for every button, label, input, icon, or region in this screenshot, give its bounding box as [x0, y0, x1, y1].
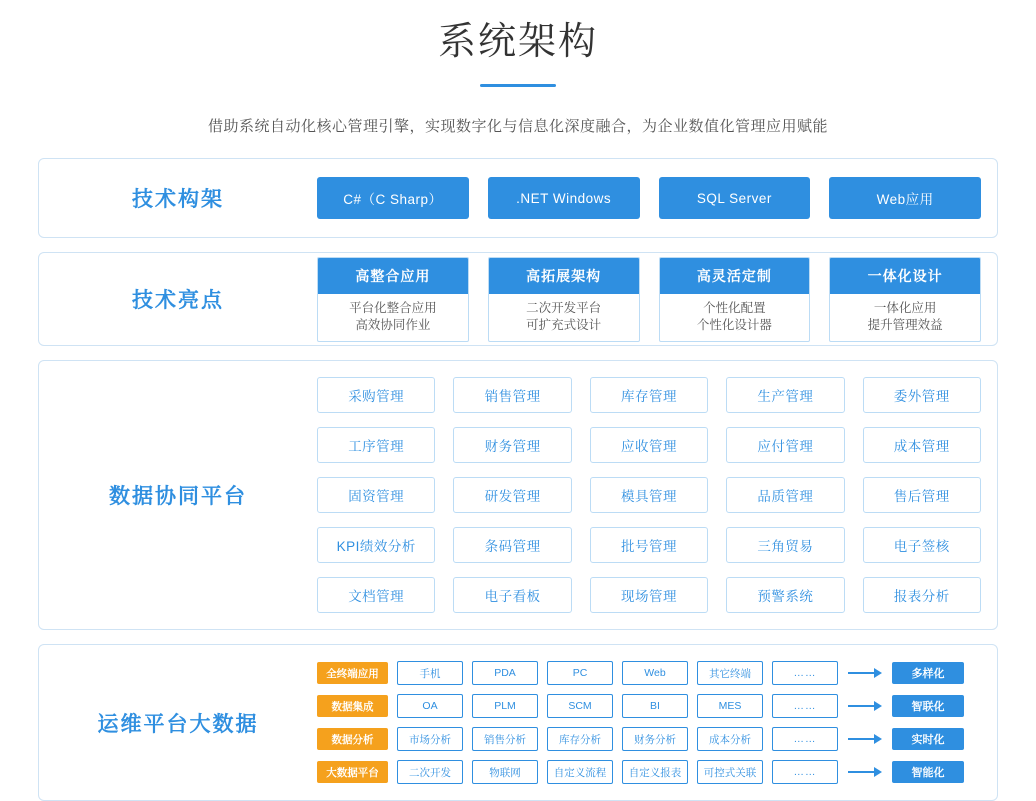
data-module-cell[interactable]: 电子签核 [863, 527, 981, 563]
highlight-card-title: 高整合应用 [318, 258, 468, 294]
highlight-card-body [489, 294, 639, 341]
data-module-cell[interactable]: 报表分析 [863, 577, 981, 613]
ops-cell-ellipsis[interactable]: …… [772, 694, 838, 718]
data-module-cell[interactable]: 采购管理 [317, 377, 435, 413]
section-body-tech [317, 163, 997, 233]
ops-cell[interactable]: SCM [547, 694, 613, 718]
section-body-ops [317, 645, 997, 800]
ops-cell-ellipsis[interactable]: …… [772, 661, 838, 685]
tech-chip[interactable]: .NET Windows [488, 177, 640, 219]
ops-row-result[interactable]: 智能化 [892, 761, 964, 783]
highlight-card-row [317, 257, 981, 342]
data-module-cell[interactable]: 应付管理 [726, 427, 844, 463]
data-module-cell[interactable]: 批号管理 [590, 527, 708, 563]
data-module-cell[interactable]: 条码管理 [453, 527, 571, 563]
ops-cell[interactable]: 其它终端 [697, 661, 763, 685]
ops-row [317, 760, 981, 784]
highlight-card-body [318, 294, 468, 341]
arrow-right-icon [847, 700, 883, 712]
page-header [0, 0, 1036, 136]
ops-cell[interactable]: 可控式关联 [697, 760, 763, 784]
ops-row [317, 727, 981, 751]
highlight-card-body [660, 294, 810, 341]
ops-cell[interactable]: PLM [472, 694, 538, 718]
data-module-cell[interactable]: 财务管理 [453, 427, 571, 463]
ops-cell[interactable]: 物联网 [472, 760, 538, 784]
highlight-card-title: 高拓展架构 [489, 258, 639, 294]
highlight-card[interactable] [488, 257, 640, 342]
highlight-card-line: 提升管理效益 [867, 317, 943, 332]
data-module-cell[interactable]: 研发管理 [453, 477, 571, 513]
data-module-cell[interactable]: 三角贸易 [726, 527, 844, 563]
highlight-card-body [830, 294, 980, 341]
tech-chip[interactable]: SQL Server [659, 177, 811, 219]
ops-row-result[interactable]: 多样化 [892, 662, 964, 684]
ops-cell[interactable]: 销售分析 [472, 727, 538, 751]
ops-cell[interactable]: 库存分析 [547, 727, 613, 751]
data-module-cell[interactable]: 售后管理 [863, 477, 981, 513]
highlight-card-line: 一体化应用 [873, 300, 937, 315]
title-underline [480, 84, 556, 87]
page-subtitle: 借助系统自动化核心管理引擎，实现数字化与信息化深度融合，为企业数值化管理应用赋能 [207, 118, 828, 135]
data-module-cell[interactable]: 电子看板 [453, 577, 571, 613]
ops-cell[interactable]: PC [547, 661, 613, 685]
ops-row-lead[interactable]: 全终端应用 [317, 662, 388, 684]
ops-grid [317, 661, 981, 784]
highlight-card[interactable] [829, 257, 981, 342]
tech-chip-row [317, 177, 981, 219]
highlight-card-line: 个性化配置 [703, 300, 766, 315]
tech-chip[interactable]: C#（C Sharp） [317, 177, 469, 219]
ops-cell-ellipsis[interactable]: …… [772, 727, 838, 751]
ops-cell[interactable]: 二次开发 [397, 760, 463, 784]
section-body-data-platform [317, 361, 997, 629]
ops-row [317, 694, 981, 718]
ops-cell[interactable]: 自定义报表 [622, 760, 688, 784]
data-module-cell[interactable]: 生产管理 [726, 377, 844, 413]
ops-row-lead[interactable]: 大数据平台 [317, 761, 388, 783]
data-module-cell[interactable]: 委外管理 [863, 377, 981, 413]
ops-cell-ellipsis[interactable]: …… [772, 760, 838, 784]
page-title: 系统架构 [437, 21, 598, 63]
data-module-grid [317, 377, 981, 613]
data-module-cell[interactable]: 成本管理 [863, 427, 981, 463]
highlight-card-line: 二次开发平台 [526, 300, 602, 315]
ops-cell[interactable]: OA [397, 694, 463, 718]
data-module-cell[interactable]: 模具管理 [590, 477, 708, 513]
section-label-tech: 技术构架 [132, 188, 224, 211]
section-label-highlights: 技术亮点 [132, 289, 224, 312]
data-module-cell[interactable]: 应收管理 [590, 427, 708, 463]
highlight-card-title: 一体化设计 [830, 258, 980, 294]
section-tech-highlights [38, 252, 998, 346]
ops-cell[interactable]: 自定义流程 [547, 760, 613, 784]
ops-row-lead[interactable]: 数据分析 [317, 728, 388, 750]
highlight-card-line: 高效协同作业 [355, 317, 431, 332]
section-label-data-platform: 数据协同平台 [109, 485, 247, 508]
ops-cell[interactable]: 成本分析 [697, 727, 763, 751]
data-module-cell[interactable]: 库存管理 [590, 377, 708, 413]
ops-cell[interactable]: PDA [472, 661, 538, 685]
ops-row-lead[interactable]: 数据集成 [317, 695, 388, 717]
arrow-right-icon [847, 766, 883, 778]
ops-cell[interactable]: 市场分析 [397, 727, 463, 751]
section-label-ops: 运维平台大数据 [97, 712, 259, 736]
section-data-platform [38, 360, 998, 630]
arrow-right-icon [847, 667, 883, 679]
data-module-cell[interactable]: 固资管理 [317, 477, 435, 513]
highlight-card-title: 高灵活定制 [660, 258, 810, 294]
section-ops-bigdata [38, 644, 998, 801]
ops-row [317, 661, 981, 685]
section-body-highlights [317, 243, 997, 356]
ops-row-result[interactable]: 智联化 [892, 695, 964, 717]
data-module-cell[interactable]: 现场管理 [590, 577, 708, 613]
data-module-cell[interactable]: 工序管理 [317, 427, 435, 463]
data-module-cell[interactable]: 预警系统 [726, 577, 844, 613]
ops-cell[interactable]: BI [622, 694, 688, 718]
highlight-card-line: 平台化整合应用 [349, 300, 437, 315]
data-module-cell[interactable]: 销售管理 [453, 377, 571, 413]
data-module-cell[interactable]: KPI绩效分析 [317, 527, 435, 563]
section-tech-stack [38, 158, 998, 238]
ops-cell[interactable]: 手机 [397, 661, 463, 685]
highlight-card[interactable] [317, 257, 469, 342]
ops-cell[interactable]: MES [697, 694, 763, 718]
highlight-card[interactable] [659, 257, 811, 342]
ops-cell[interactable]: Web [622, 661, 688, 685]
highlight-card-line: 个性化设计器 [696, 317, 772, 332]
arrow-right-icon [847, 733, 883, 745]
ops-cell[interactable]: 财务分析 [622, 727, 688, 751]
ops-row-result[interactable]: 实时化 [892, 728, 964, 750]
highlight-card-line: 可扩充式设计 [526, 317, 602, 332]
tech-chip[interactable]: Web应用 [829, 177, 981, 219]
data-module-cell[interactable]: 文档管理 [317, 577, 435, 613]
data-module-cell[interactable]: 品质管理 [726, 477, 844, 513]
